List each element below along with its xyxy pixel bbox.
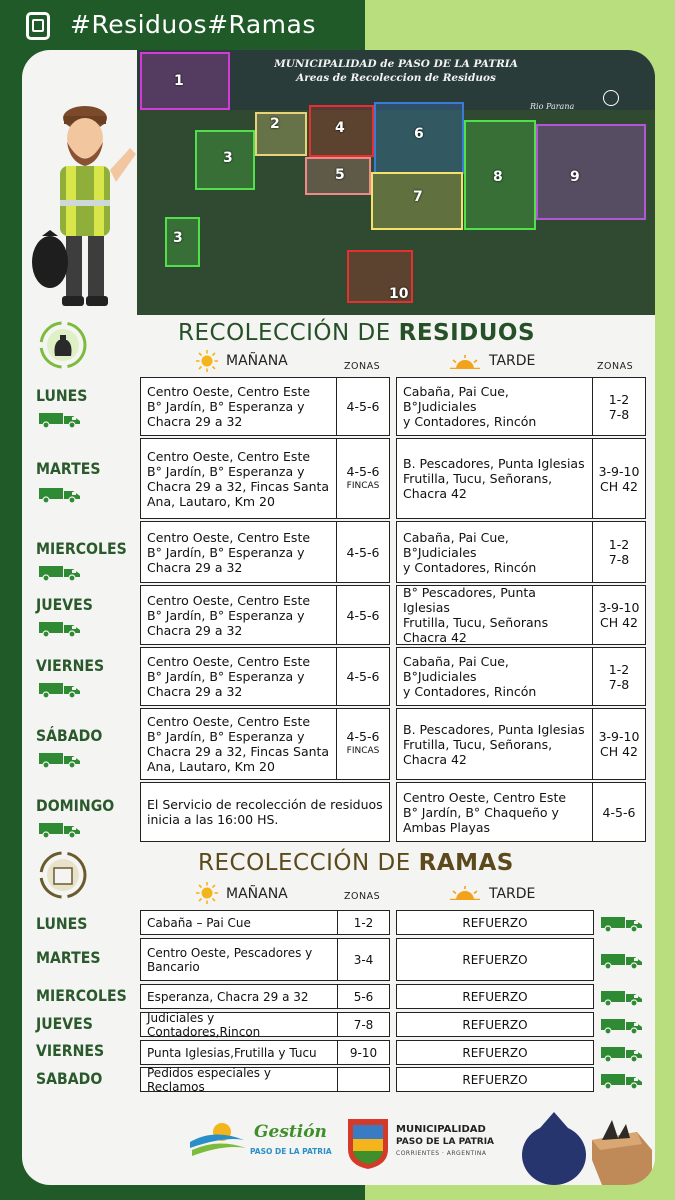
day-label: MARTES bbox=[36, 459, 101, 478]
area-line: Centro Oeste, Centro Este bbox=[147, 714, 311, 729]
morning-areas bbox=[141, 439, 337, 518]
area-line: Frutilla, Tucu, Señorans, bbox=[403, 471, 553, 486]
header bbox=[0, 0, 675, 50]
area-line: inicia a las 16:00 HS. bbox=[147, 812, 279, 827]
area-line: Centro Oeste, Centro Este bbox=[403, 789, 567, 805]
morning-header: MAÑANA bbox=[226, 353, 288, 369]
morning-areas: Judiciales y Contadores,Rincon bbox=[141, 1013, 338, 1036]
morning-areas bbox=[141, 378, 337, 435]
area-line: Chacra 29 a 32 bbox=[147, 414, 243, 429]
zone-label: 3 bbox=[173, 230, 183, 246]
afternoon-areas bbox=[397, 648, 593, 705]
recycle-bag-icon bbox=[38, 320, 88, 370]
morning-zones bbox=[337, 439, 389, 518]
afternoon-cell bbox=[396, 708, 646, 780]
afternoon-zones bbox=[593, 648, 645, 705]
zone-value: 5-6 bbox=[353, 989, 374, 1004]
zone-label: 3 bbox=[223, 150, 233, 166]
zone-label: 4 bbox=[335, 120, 345, 136]
morning-zones bbox=[337, 378, 389, 435]
afternoon-cell bbox=[396, 521, 646, 583]
map-zone bbox=[536, 124, 646, 220]
river-label: Rio Parana bbox=[530, 102, 575, 111]
truck-icon bbox=[38, 819, 82, 839]
zone-label: 10 bbox=[389, 286, 409, 302]
zones-header: ZONAS bbox=[597, 361, 634, 372]
truck-icon bbox=[38, 749, 82, 769]
area-line: Chacra 29 a 32, Fincas Santa bbox=[147, 478, 330, 494]
afternoon-areas bbox=[397, 378, 593, 435]
morning-cell bbox=[140, 1012, 390, 1037]
morning-areas bbox=[141, 586, 337, 644]
area-line: Ana, Lautaro, Km 20 bbox=[147, 759, 275, 774]
area-line: B. Pescadores, Punta Iglesias bbox=[403, 456, 585, 471]
schedule-card bbox=[22, 50, 655, 1185]
afternoon-cell: REFUERZO bbox=[396, 984, 594, 1009]
area-line: Ambas Playas bbox=[403, 819, 491, 835]
morning-cell bbox=[140, 521, 390, 583]
morning-areas bbox=[141, 783, 389, 841]
worker-illustration-icon bbox=[30, 90, 140, 310]
zone-value: 1-2 bbox=[608, 537, 630, 552]
area-line: B. Pescadores, Punta Iglesias bbox=[403, 721, 585, 737]
zone-value: 4-5-6 bbox=[346, 399, 380, 414]
map-zone bbox=[140, 52, 230, 110]
morning-areas: Centro Oeste, Pescadores y Bancario bbox=[141, 939, 338, 980]
morning-areas: Esperanza, Chacra 29 a 32 bbox=[141, 985, 338, 1008]
zone-value: 4-5-6 bbox=[346, 544, 380, 560]
afternoon-header: TARDE bbox=[489, 886, 536, 902]
day-label: SÁBADO bbox=[36, 726, 103, 745]
area-line: El Servicio de recolección de residuos bbox=[147, 797, 383, 812]
day-label: JUEVES bbox=[36, 1014, 93, 1033]
zone-value: 4-5-6 bbox=[346, 607, 380, 623]
gestion-logo-icon bbox=[184, 1112, 334, 1172]
truck-icon bbox=[600, 987, 644, 1007]
zone-value bbox=[338, 1068, 389, 1091]
morning-cell bbox=[140, 438, 390, 519]
area-line: Centro Oeste, Centro Este bbox=[147, 592, 311, 608]
zone-value: 7-8 bbox=[353, 1017, 374, 1032]
morning-cell bbox=[140, 708, 390, 780]
day-label: DOMINGO bbox=[36, 796, 115, 815]
truck-icon bbox=[38, 562, 82, 582]
area-line: Frutilla, Tucu, Señorans, bbox=[403, 736, 553, 752]
truck-icon bbox=[600, 1015, 644, 1035]
municipal-shield-icon bbox=[345, 1115, 391, 1171]
afternoon-cell bbox=[396, 438, 646, 519]
zone-label: 6 bbox=[414, 126, 424, 142]
day-label: SABADO bbox=[36, 1069, 103, 1088]
zone-value: 7-8 bbox=[608, 552, 630, 567]
zone-value: CH 42 bbox=[599, 744, 638, 759]
afternoon-areas bbox=[397, 439, 593, 518]
afternoon-cell bbox=[396, 647, 646, 706]
zone-label: 7 bbox=[413, 189, 423, 205]
sunset-icon bbox=[450, 886, 480, 900]
area-line: Cabaña, Pai Cue, B°Judiciales bbox=[403, 529, 509, 560]
zone-value: 3-9-10 bbox=[598, 463, 640, 479]
afternoon-header: TARDE bbox=[489, 353, 536, 369]
zone-value: 7-8 bbox=[608, 406, 630, 422]
area-line: Chacra 42 bbox=[403, 486, 467, 501]
zone-value: CH 42 bbox=[599, 615, 638, 630]
afternoon-cell: REFUERZO bbox=[396, 1012, 594, 1037]
morning-zones bbox=[337, 586, 389, 644]
afternoon-cell bbox=[396, 782, 646, 842]
afternoon-cell: REFUERZO bbox=[396, 1067, 594, 1092]
morning-areas: Punta Iglesias,Frutilla y Tucu bbox=[141, 1041, 338, 1064]
afternoon-areas bbox=[397, 522, 593, 582]
afternoon-cell bbox=[396, 377, 646, 436]
truck-icon bbox=[600, 1043, 644, 1063]
day-label: LUNES bbox=[36, 914, 88, 933]
morning-cell bbox=[140, 585, 390, 645]
afternoon-cell: REFUERZO bbox=[396, 1040, 594, 1065]
ramas-title: RECOLECCIÓN DE RAMAS bbox=[198, 850, 514, 876]
zone-label: 1 bbox=[174, 73, 184, 89]
day-label: VIERNES bbox=[36, 1041, 105, 1060]
morning-header: MAÑANA bbox=[226, 886, 288, 902]
zone-value: 4-5-6 bbox=[346, 669, 380, 684]
truck-icon bbox=[600, 950, 644, 970]
sunset-icon bbox=[450, 355, 480, 369]
afternoon-areas bbox=[397, 783, 593, 841]
morning-cell bbox=[140, 938, 390, 981]
muni-line1: MUNICIPALIDAD bbox=[396, 1124, 486, 1135]
zone-value: 1-2 bbox=[353, 915, 374, 930]
zone-value: 3-4 bbox=[353, 952, 374, 967]
day-label: VIERNES bbox=[36, 656, 105, 675]
afternoon-zones bbox=[593, 586, 645, 644]
zone-value: CH 42 bbox=[599, 478, 638, 494]
gestion-sub: PASO DE LA PATRIA bbox=[250, 1147, 332, 1156]
area-line: Cabaña, Pai Cue, B°Judiciales bbox=[403, 384, 509, 414]
day-label: JUEVES bbox=[36, 595, 93, 614]
morning-zones bbox=[337, 648, 389, 705]
afternoon-zones bbox=[593, 709, 645, 779]
zone-label: 2 bbox=[270, 116, 280, 132]
zone-value: 1-2 bbox=[608, 391, 630, 407]
area-line: Centro Oeste, Centro Este bbox=[147, 654, 311, 669]
day-label: LUNES bbox=[36, 386, 88, 405]
sun-icon bbox=[196, 882, 218, 904]
afternoon-cell: REFUERZO bbox=[396, 910, 594, 935]
morning-areas bbox=[141, 648, 337, 705]
muni-line3: CORRIENTES · ARGENTINA bbox=[396, 1150, 487, 1157]
area-line: B° Jardín, B° Esperanza y bbox=[147, 399, 305, 414]
morning-cell bbox=[140, 377, 390, 436]
area-line: Centro Oeste, Centro Este bbox=[147, 448, 311, 464]
zone-label: 9 bbox=[570, 169, 580, 185]
area-line: y Contadores, Rincón bbox=[403, 414, 537, 429]
sun-icon bbox=[196, 350, 218, 372]
area-line: B° Jardín, B° Esperanza y bbox=[147, 607, 305, 623]
afternoon-cell: REFUERZO bbox=[396, 938, 594, 981]
area-line: y Contadores, Rincón bbox=[403, 559, 537, 575]
morning-cell bbox=[140, 1067, 390, 1092]
area-line: Chacra 42 bbox=[403, 630, 467, 645]
muni-line2: PASO DE LA PATRIA bbox=[396, 1137, 495, 1147]
day-label: MIERCOLES bbox=[36, 986, 127, 1005]
map-zone bbox=[255, 112, 307, 156]
truck-icon bbox=[600, 913, 644, 933]
area-line: Chacra 29 a 32 bbox=[147, 684, 243, 699]
morning-areas: Pedidos especiales y Reclamos bbox=[141, 1068, 338, 1091]
area-line: Frutilla, Tucu, Señorans bbox=[403, 615, 549, 630]
afternoon-zones bbox=[593, 439, 645, 518]
area-line: B° Jardín, B° Esperanza y bbox=[147, 729, 305, 744]
afternoon-areas bbox=[397, 586, 593, 644]
zone-value: 9-10 bbox=[349, 1045, 378, 1060]
zones-header: ZONAS bbox=[344, 361, 381, 372]
area-line: B° Jardín, B° Esperanza y bbox=[147, 463, 305, 479]
area-line: Ana, Lautaro, Km 20 bbox=[147, 493, 275, 509]
zone-value: 4-5-6 bbox=[346, 729, 380, 744]
morning-areas: Cabaña – Pai Cue bbox=[141, 911, 338, 934]
zones-header: ZONAS bbox=[344, 891, 381, 902]
truck-icon bbox=[38, 679, 82, 699]
map-title: MUNICIPALIDAD de PASO DE LA PATRIA bbox=[274, 58, 518, 70]
zone-value: 4-5-6 bbox=[346, 463, 380, 479]
afternoon-zones bbox=[593, 378, 645, 435]
area-line: B° Jardín, B° Esperanza y bbox=[147, 544, 305, 560]
area-line: Chacra 29 a 32, Fincas Santa bbox=[147, 744, 330, 759]
morning-areas bbox=[141, 522, 337, 582]
zone-value: 7-8 bbox=[608, 676, 630, 692]
area-line: Centro Oeste, Centro Este bbox=[147, 384, 311, 399]
morning-cell bbox=[140, 647, 390, 706]
zone-value: FINCAS bbox=[346, 480, 380, 491]
zone-label: 8 bbox=[493, 169, 503, 185]
truck-icon bbox=[38, 618, 82, 638]
morning-cell bbox=[140, 910, 390, 935]
area-line: B° Pescadores, Punta Iglesias bbox=[403, 585, 536, 615]
day-label: MIERCOLES bbox=[36, 539, 127, 558]
truck-icon bbox=[600, 1070, 644, 1090]
area-line: y Contadores, Rincón bbox=[403, 684, 537, 699]
zone-value: 1-2 bbox=[608, 661, 630, 677]
zone-value: 3-9-10 bbox=[598, 600, 640, 615]
zone-label: 5 bbox=[335, 167, 345, 183]
page-title: #Residuos#Ramas bbox=[70, 10, 316, 39]
zone-value: FINCAS bbox=[346, 746, 380, 756]
day-label: MARTES bbox=[36, 948, 101, 967]
area-line: B° Jardín, B° Chaqueño y bbox=[403, 804, 559, 820]
area-line: B° Jardín, B° Esperanza y bbox=[147, 669, 305, 684]
residuos-title: RECOLECCIÓN DE RESIDUOS bbox=[178, 320, 536, 346]
afternoon-cell bbox=[396, 585, 646, 645]
morning-cell bbox=[140, 984, 390, 1009]
truck-icon bbox=[38, 484, 82, 504]
gestion-label: Gestión bbox=[254, 1122, 327, 1142]
afternoon-zones bbox=[593, 522, 645, 582]
area-line: Centro Oeste, Centro Este bbox=[147, 529, 311, 545]
area-line: Cabaña, Pai Cue, B°Judiciales bbox=[403, 654, 509, 684]
bus-icon bbox=[26, 12, 50, 40]
afternoon-areas bbox=[397, 709, 593, 779]
morning-zones bbox=[337, 709, 389, 779]
zone-value: 3-9-10 bbox=[598, 729, 640, 744]
zones-map bbox=[137, 50, 655, 315]
map-subtitle: Areas de Recoleccion de Residuos bbox=[296, 72, 496, 84]
area-line: Chacra 29 a 32 bbox=[147, 559, 243, 575]
area-line: Chacra 29 a 32 bbox=[147, 622, 243, 638]
morning-cell bbox=[140, 782, 390, 842]
morning-zones bbox=[337, 522, 389, 582]
compass-icon bbox=[603, 90, 619, 106]
area-line: Chacra 42 bbox=[403, 751, 467, 767]
morning-cell bbox=[140, 1040, 390, 1065]
zone-value: 4-5-6 bbox=[602, 804, 636, 820]
recycle-box-icon bbox=[38, 850, 88, 900]
garbage-bags-icon bbox=[512, 1100, 652, 1185]
morning-areas bbox=[141, 709, 337, 779]
afternoon-zones bbox=[593, 783, 645, 841]
truck-icon bbox=[38, 409, 82, 429]
